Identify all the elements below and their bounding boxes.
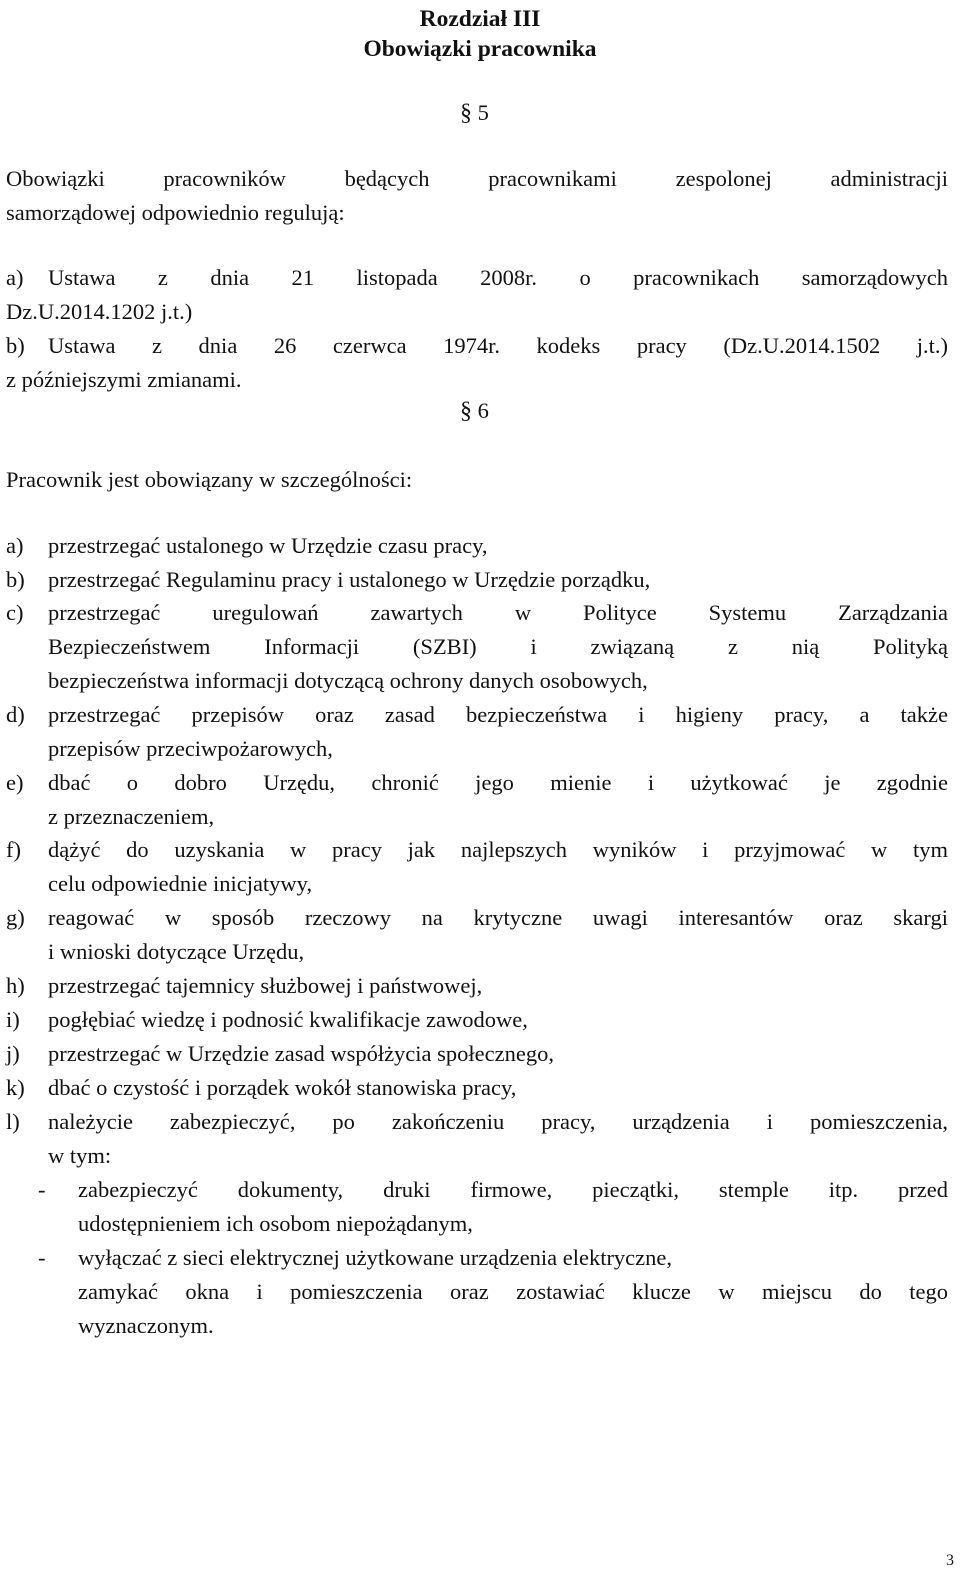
chapter-title: Obowiązki pracownika <box>363 36 597 62</box>
item-letter: e) <box>6 770 24 795</box>
item-text: dbać o czystość i porządek wokół stanowiska pracy, <box>48 1075 517 1100</box>
item-letter: a) <box>6 265 24 290</box>
item-continuation: i wnioski dotyczące Urzędu, <box>48 939 305 964</box>
sub-item-text: wyłączać z sieci elektrycznej użytkowane urządzenia elektryczne, <box>78 1245 673 1270</box>
item-text: przestrzegać Regulaminu pracy i ustalonego w Urzędzie porządku, <box>48 567 651 592</box>
item-text: reagować w sposób rzeczowy na krytyczne uwagi interesantów oraz skargi <box>48 905 948 930</box>
item-text: przestrzegać uregulowań zawartych w Polityce Systemu Zarządzania <box>48 600 948 625</box>
dash-marker: - <box>38 1245 46 1270</box>
item-letter: i) <box>6 1007 20 1032</box>
dash-marker: - <box>38 1177 46 1202</box>
item-letter: g) <box>6 905 25 930</box>
item-text: Ustawa z dnia 21 listopada 2008r. o pracownikach samorządowych <box>48 265 948 290</box>
page-number: 3 <box>946 1552 954 1569</box>
sub-item-text: zabezpieczyć dokumenty, druki firmowe, pieczątki, stemple itp. przed <box>78 1177 948 1202</box>
item-continuation: w tym: <box>48 1143 112 1168</box>
item-letter: a) <box>6 533 24 558</box>
item-text: przestrzegać tajemnicy służbowej i państwowej, <box>48 973 483 998</box>
section-number: 5 <box>477 100 489 125</box>
item-letter: j) <box>6 1041 20 1066</box>
item-letter: b) <box>6 567 25 592</box>
item-letter: b) <box>6 333 25 358</box>
section-sign: § <box>460 100 472 126</box>
item-text: Ustawa z dnia 26 czerwca 1974r. kodeks pracy (Dz.U.2014.1502 j.t.) <box>48 333 948 358</box>
item-text: należycie zabezpieczyć, po zakończeniu pracy, urządzenia i pomieszczenia, <box>48 1109 948 1134</box>
section-6-intro: Pracownik jest obowiązany w szczególności: <box>6 467 413 492</box>
section-6-heading <box>460 398 489 425</box>
item-letter: f) <box>6 837 21 862</box>
item-letter: c) <box>6 600 24 625</box>
item-text: przestrzegać w Urzędzie zasad współżycia społecznego, <box>48 1041 554 1066</box>
item-text: dążyć do uzyskania w pracy jak najlepszych wyników i przyjmować w tym <box>48 837 948 862</box>
item-text: pogłębiać wiedzę i podnosić kwalifikacje zawodowe, <box>48 1007 528 1032</box>
section-5-intro-line1: Obowiązki pracowników będących pracownikami zespolonej administracji <box>6 166 948 191</box>
item-text: dbać o dobro Urzędu, chronić jego mienie i użytkować je zgodnie <box>48 770 948 795</box>
item-continuation: z przeznaczeniem, <box>48 804 215 829</box>
chapter-heading: Rozdział III <box>419 6 541 32</box>
item-continuation: Bezpieczeństwem Informacji (SZBI) i związaną z nią Polityką <box>48 634 948 659</box>
item-letter: h) <box>6 973 25 998</box>
item-continuation: Dz.U.2014.1202 j.t.) <box>6 299 193 324</box>
section-number: 6 <box>477 398 489 423</box>
sub-item-continuation: udostępnieniem ich osobom niepożądanym, <box>78 1211 473 1236</box>
item-continuation: z późniejszymi zmianami. <box>6 367 242 392</box>
section-sign: § <box>460 398 472 424</box>
sub-item-continuation: wyznaczonym. <box>78 1313 214 1338</box>
item-text: przestrzegać ustalonego w Urzędzie czasu pracy, <box>48 533 488 558</box>
item-continuation: bezpieczeństwa informacji dotyczącą ochrony danych osobowych, <box>48 668 648 693</box>
item-continuation: celu odpowiednie inicjatywy, <box>48 871 313 896</box>
section-5-heading <box>460 100 489 127</box>
section-5-intro-line2: samorządowej odpowiednio regulują: <box>6 200 345 225</box>
item-letter: d) <box>6 702 25 727</box>
item-text: przestrzegać przepisów oraz zasad bezpieczeństwa i higieny pracy, a także <box>48 702 948 727</box>
item-letter: k) <box>6 1075 25 1100</box>
item-continuation: przepisów przeciwpożarowych, <box>48 736 333 761</box>
item-letter: l) <box>6 1109 20 1134</box>
sub-item-continuation: zamykać okna i pomieszczenia oraz zostawiać klucze w miejscu do tego <box>78 1279 948 1304</box>
